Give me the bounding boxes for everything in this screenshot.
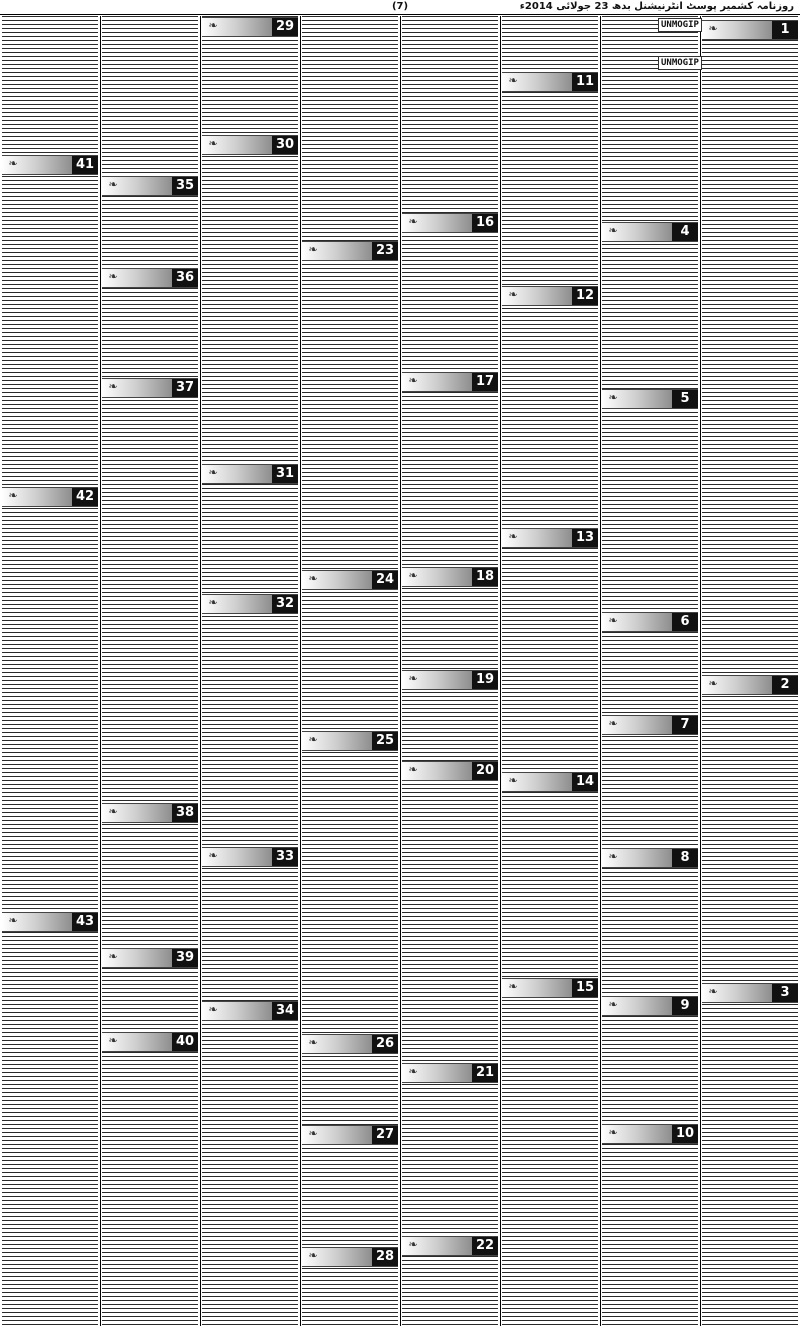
section-header-41	[2, 155, 98, 175]
section-number: 12	[572, 287, 598, 305]
section-number: 16	[472, 214, 498, 232]
column-rule	[700, 16, 701, 1326]
leaf-ornament-icon: ❧	[8, 157, 18, 170]
text-column-6	[202, 16, 298, 1326]
section-number: 4	[672, 223, 698, 241]
section-header-28	[302, 1247, 398, 1267]
section-header-1	[702, 20, 798, 40]
section-number: 29	[272, 18, 298, 36]
section-number: 6	[672, 613, 698, 631]
leaf-ornament-icon: ❧	[208, 849, 218, 862]
section-header-27	[302, 1125, 398, 1145]
section-header-17	[402, 372, 498, 392]
section-header-42	[2, 487, 98, 507]
leaf-ornament-icon: ❧	[208, 1003, 218, 1016]
section-number: 33	[272, 848, 298, 866]
section-header-25	[302, 731, 398, 751]
leaf-ornament-icon: ❧	[708, 22, 718, 35]
section-header-16	[402, 213, 498, 233]
section-header-22	[402, 1236, 498, 1256]
section-number: 34	[272, 1002, 298, 1020]
section-number: 23	[372, 242, 398, 260]
leaf-ornament-icon: ❧	[608, 391, 618, 404]
leaf-ornament-icon: ❧	[108, 1034, 118, 1047]
leaf-ornament-icon: ❧	[608, 224, 618, 237]
leaf-ornament-icon: ❧	[308, 243, 318, 256]
section-header-39	[102, 948, 198, 968]
section-number: 21	[472, 1064, 498, 1082]
page-number: (7)	[391, 1, 409, 12]
leaf-ornament-icon: ❧	[308, 1127, 318, 1140]
section-number: 38	[172, 804, 198, 822]
section-header-20	[402, 761, 498, 781]
section-number: 43	[72, 913, 98, 931]
section-header-2	[702, 675, 798, 695]
section-number: 18	[472, 568, 498, 586]
column-rule	[400, 16, 401, 1326]
section-header-26	[302, 1034, 398, 1054]
leaf-ornament-icon: ❧	[608, 998, 618, 1011]
section-header-13	[502, 528, 598, 548]
section-header-8	[602, 848, 698, 868]
leaf-ornament-icon: ❧	[708, 985, 718, 998]
leaf-ornament-icon: ❧	[508, 74, 518, 87]
section-number: 42	[72, 488, 98, 506]
leaf-ornament-icon: ❧	[408, 569, 418, 582]
section-header-29	[202, 17, 298, 37]
section-number: 9	[672, 997, 698, 1015]
leaf-ornament-icon: ❧	[8, 489, 18, 502]
section-header-18	[402, 567, 498, 587]
column-rule	[300, 16, 301, 1326]
section-header-11	[502, 72, 598, 92]
section-header-7	[602, 715, 698, 735]
text-column-1	[702, 16, 798, 1326]
section-header-30	[202, 135, 298, 155]
section-number: 41	[72, 156, 98, 174]
section-number: 1	[772, 21, 798, 39]
section-number: 25	[372, 732, 398, 750]
section-number: 2	[772, 676, 798, 694]
unmogip-label: UNMOGIP	[658, 56, 702, 70]
leaf-ornament-icon: ❧	[508, 530, 518, 543]
section-number: 10	[672, 1125, 698, 1143]
section-number: 26	[372, 1035, 398, 1053]
section-number: 14	[572, 773, 598, 791]
leaf-ornament-icon: ❧	[608, 614, 618, 627]
column-rule	[600, 16, 601, 1326]
section-number: 36	[172, 269, 198, 287]
section-number: 30	[272, 136, 298, 154]
leaf-ornament-icon: ❧	[308, 1036, 318, 1049]
section-number: 8	[672, 849, 698, 867]
section-header-12	[502, 286, 598, 306]
masthead: روزنامہ کشمیر پوسٹ انٹرنیشنل بدھ 23 جولائی 2014ء	[519, 1, 794, 12]
leaf-ornament-icon: ❧	[108, 178, 118, 191]
text-column-8	[2, 16, 98, 1326]
leaf-ornament-icon: ❧	[308, 572, 318, 585]
leaf-ornament-icon: ❧	[208, 19, 218, 32]
leaf-ornament-icon: ❧	[508, 774, 518, 787]
leaf-ornament-icon: ❧	[608, 717, 618, 730]
leaf-ornament-icon: ❧	[108, 805, 118, 818]
unmogip-label: UNMOGIP	[658, 18, 702, 32]
section-header-3	[702, 983, 798, 1003]
leaf-ornament-icon: ❧	[608, 1126, 618, 1139]
section-number: 31	[272, 465, 298, 483]
text-column-3	[502, 16, 598, 1326]
section-number: 24	[372, 571, 398, 589]
section-number: 15	[572, 979, 598, 997]
section-header-31	[202, 464, 298, 484]
section-header-36	[102, 268, 198, 288]
section-number: 32	[272, 595, 298, 613]
leaf-ornament-icon: ❧	[408, 763, 418, 776]
section-header-9	[602, 996, 698, 1016]
column-rule	[100, 16, 101, 1326]
text-column-7	[102, 16, 198, 1326]
leaf-ornament-icon: ❧	[608, 850, 618, 863]
leaf-ornament-icon: ❧	[108, 950, 118, 963]
leaf-ornament-icon: ❧	[8, 914, 18, 927]
section-header-43	[2, 912, 98, 932]
section-header-21	[402, 1063, 498, 1083]
leaf-ornament-icon: ❧	[508, 980, 518, 993]
section-header-37	[102, 378, 198, 398]
section-number: 20	[472, 762, 498, 780]
page-header	[0, 0, 800, 15]
leaf-ornament-icon: ❧	[408, 672, 418, 685]
leaf-ornament-icon: ❧	[308, 733, 318, 746]
section-header-38	[102, 803, 198, 823]
leaf-ornament-icon: ❧	[408, 1065, 418, 1078]
leaf-ornament-icon: ❧	[108, 380, 118, 393]
section-number: 7	[672, 716, 698, 734]
section-header-6	[602, 612, 698, 632]
leaf-ornament-icon: ❧	[708, 677, 718, 690]
section-number: 27	[372, 1126, 398, 1144]
section-header-4	[602, 222, 698, 242]
leaf-ornament-icon: ❧	[308, 1249, 318, 1262]
leaf-ornament-icon: ❧	[208, 466, 218, 479]
section-number: 39	[172, 949, 198, 967]
leaf-ornament-icon: ❧	[508, 288, 518, 301]
section-header-15	[502, 978, 598, 998]
leaf-ornament-icon: ❧	[408, 215, 418, 228]
section-header-5	[602, 389, 698, 409]
section-header-35	[102, 176, 198, 196]
section-header-19	[402, 670, 498, 690]
section-number: 5	[672, 390, 698, 408]
section-header-24	[302, 570, 398, 590]
section-number: 17	[472, 373, 498, 391]
section-number: 40	[172, 1033, 198, 1051]
section-header-32	[202, 594, 298, 614]
column-rule	[200, 16, 201, 1326]
leaf-ornament-icon: ❧	[108, 270, 118, 283]
section-number: 35	[172, 177, 198, 195]
section-number: 3	[772, 984, 798, 1002]
section-header-10	[602, 1124, 698, 1144]
leaf-ornament-icon: ❧	[208, 137, 218, 150]
section-header-33	[202, 847, 298, 867]
section-number: 22	[472, 1237, 498, 1255]
section-number: 19	[472, 671, 498, 689]
leaf-ornament-icon: ❧	[408, 1238, 418, 1251]
section-number: 37	[172, 379, 198, 397]
section-number: 13	[572, 529, 598, 547]
leaf-ornament-icon: ❧	[408, 374, 418, 387]
section-header-40	[102, 1032, 198, 1052]
section-header-23	[302, 241, 398, 261]
section-header-14	[502, 772, 598, 792]
section-number: 11	[572, 73, 598, 91]
section-header-34	[202, 1001, 298, 1021]
leaf-ornament-icon: ❧	[208, 596, 218, 609]
column-rule	[500, 16, 501, 1326]
section-number: 28	[372, 1248, 398, 1266]
